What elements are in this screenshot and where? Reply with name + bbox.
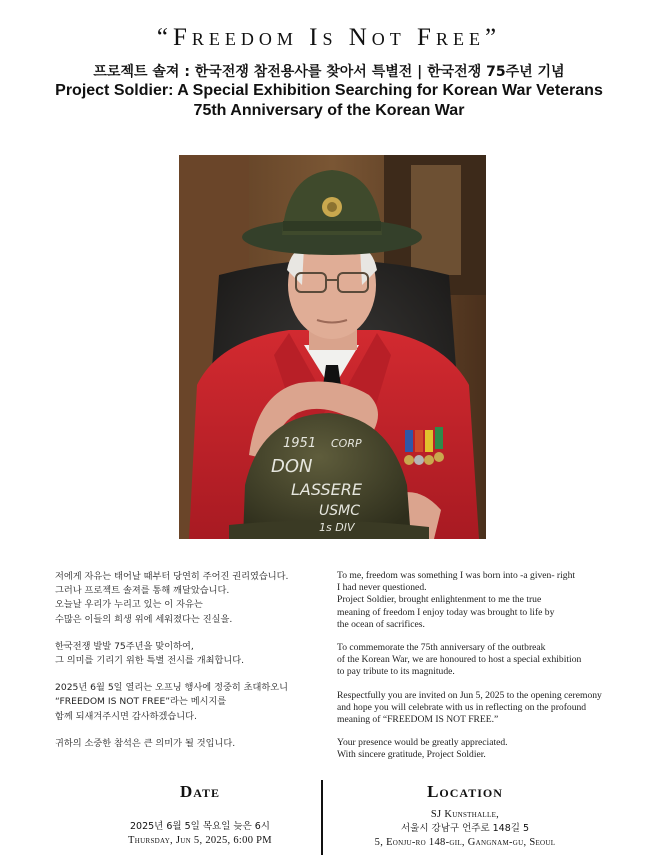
english-paragraph-4 — [337, 737, 627, 761]
helmet-text-year: 1951 — [283, 436, 317, 451]
vertical-divider — [321, 780, 323, 855]
text-line: I had never questioned. — [337, 582, 427, 594]
date-korean: 2025년 6월 5일 목요일 늦은 6시 — [129, 821, 270, 832]
text-line: Respectfully you are invited on Jun 5, 2025 to the opening ceremony — [337, 689, 602, 701]
english-paragraph-3 — [337, 690, 627, 727]
korean-paragraph-4 — [55, 737, 325, 751]
english-paragraph-1 — [337, 570, 627, 631]
text-line: “FREEDOM IS NOT FREE”라는 메시지를 — [55, 696, 227, 708]
date-details — [100, 820, 300, 848]
body-text-korean — [55, 570, 325, 764]
text-line: 한국전쟁 발발 75주년을 맞이하여, — [55, 640, 194, 652]
date-heading: Date — [179, 782, 221, 801]
text-line: meaning of freedom I enjoy today was brought to life by — [337, 606, 555, 618]
address-korean: 서울시 강남구 언주로 148길 5 — [400, 823, 530, 834]
korean-paragraph-1 — [55, 570, 325, 627]
text-line: Project Soldier, brought enlightenment to me the true — [337, 594, 542, 606]
english-paragraph-2 — [337, 642, 627, 679]
helmet-text-first-name: DON — [271, 456, 313, 477]
location-details — [330, 808, 600, 850]
text-line: meaning of “FREEDOM IS NOT FREE.” — [337, 714, 499, 726]
location-heading: Location — [427, 782, 503, 801]
text-line: 오늘날 우리가 누리고 있는 이 자유는 — [55, 599, 203, 611]
text-line: To me, freedom was something I was born into -a given- right — [337, 570, 576, 581]
text-line: To commemorate the 75th anniversary of the outbreak — [337, 642, 546, 654]
headline: “Freedom Is Not Free” — [156, 24, 502, 51]
subtitle-korean: 프로젝트 솔져 : 한국전쟁 참전용사를 찾아서 특별전 | 한국전쟁 75주년 기념 — [93, 64, 565, 80]
helmet-text-usmc: USMC — [319, 503, 360, 519]
korean-paragraph-3 — [55, 681, 325, 724]
text-line: 그 의미를 기리기 위한 특별 전시를 개최합니다. — [55, 655, 245, 667]
text-line: 함께 되새겨주시면 감사하겠습니다. — [55, 710, 197, 722]
text-line: 저에게 자유는 태어날 때부터 당연히 주어진 권리였습니다. — [55, 571, 289, 582]
date-english: Thursday, Jun 5, 2025, 6:00 PM — [128, 835, 272, 846]
korean-paragraph-2 — [55, 640, 325, 668]
helmet-text-last-name: LASSERE — [291, 480, 362, 499]
text-line: of the Korean War, we are honoured to host a special exhibition — [337, 654, 582, 666]
text-line: 2025년 6월 5일 열리는 오프닝 행사에 정중히 초대하오니 — [55, 682, 289, 694]
text-line: and hope you will celebrate with us in reflecting on the profound — [337, 701, 587, 713]
venue-name: SJ Kunsthalle, — [430, 809, 500, 820]
text-line: the ocean of sacrifices. — [337, 618, 425, 630]
body-text-english — [337, 570, 627, 773]
helmet-text-corp: CORP — [331, 437, 362, 450]
address-english: 5, Eonju-ro 148-gil, Gangnam-gu, Seoul — [374, 837, 556, 848]
helmet-text-division: 1s DIV — [319, 521, 355, 534]
text-line: Your presence would be greatly appreciated. — [337, 737, 508, 749]
subtitle-english-line2: 75th Anniversary of the Korean War — [193, 102, 465, 119]
text-line: With sincere gratitude, Project Soldier. — [337, 749, 486, 761]
subtitle-english-line1: Project Soldier: A Special Exhibition Searching for Korean War Veterans — [55, 82, 603, 99]
text-line: 수많은 이들의 희생 위에 세워졌다는 진실을. — [55, 613, 233, 625]
text-line: 그러나 프로젝트 솔져를 통해 깨달았습니다. — [55, 585, 230, 597]
text-line: 귀하의 소중한 참석은 큰 의미가 될 것입니다. — [55, 737, 236, 749]
veteran-portrait-photo — [179, 155, 486, 539]
text-line: to pay tribute to its magnitude. — [337, 666, 455, 678]
